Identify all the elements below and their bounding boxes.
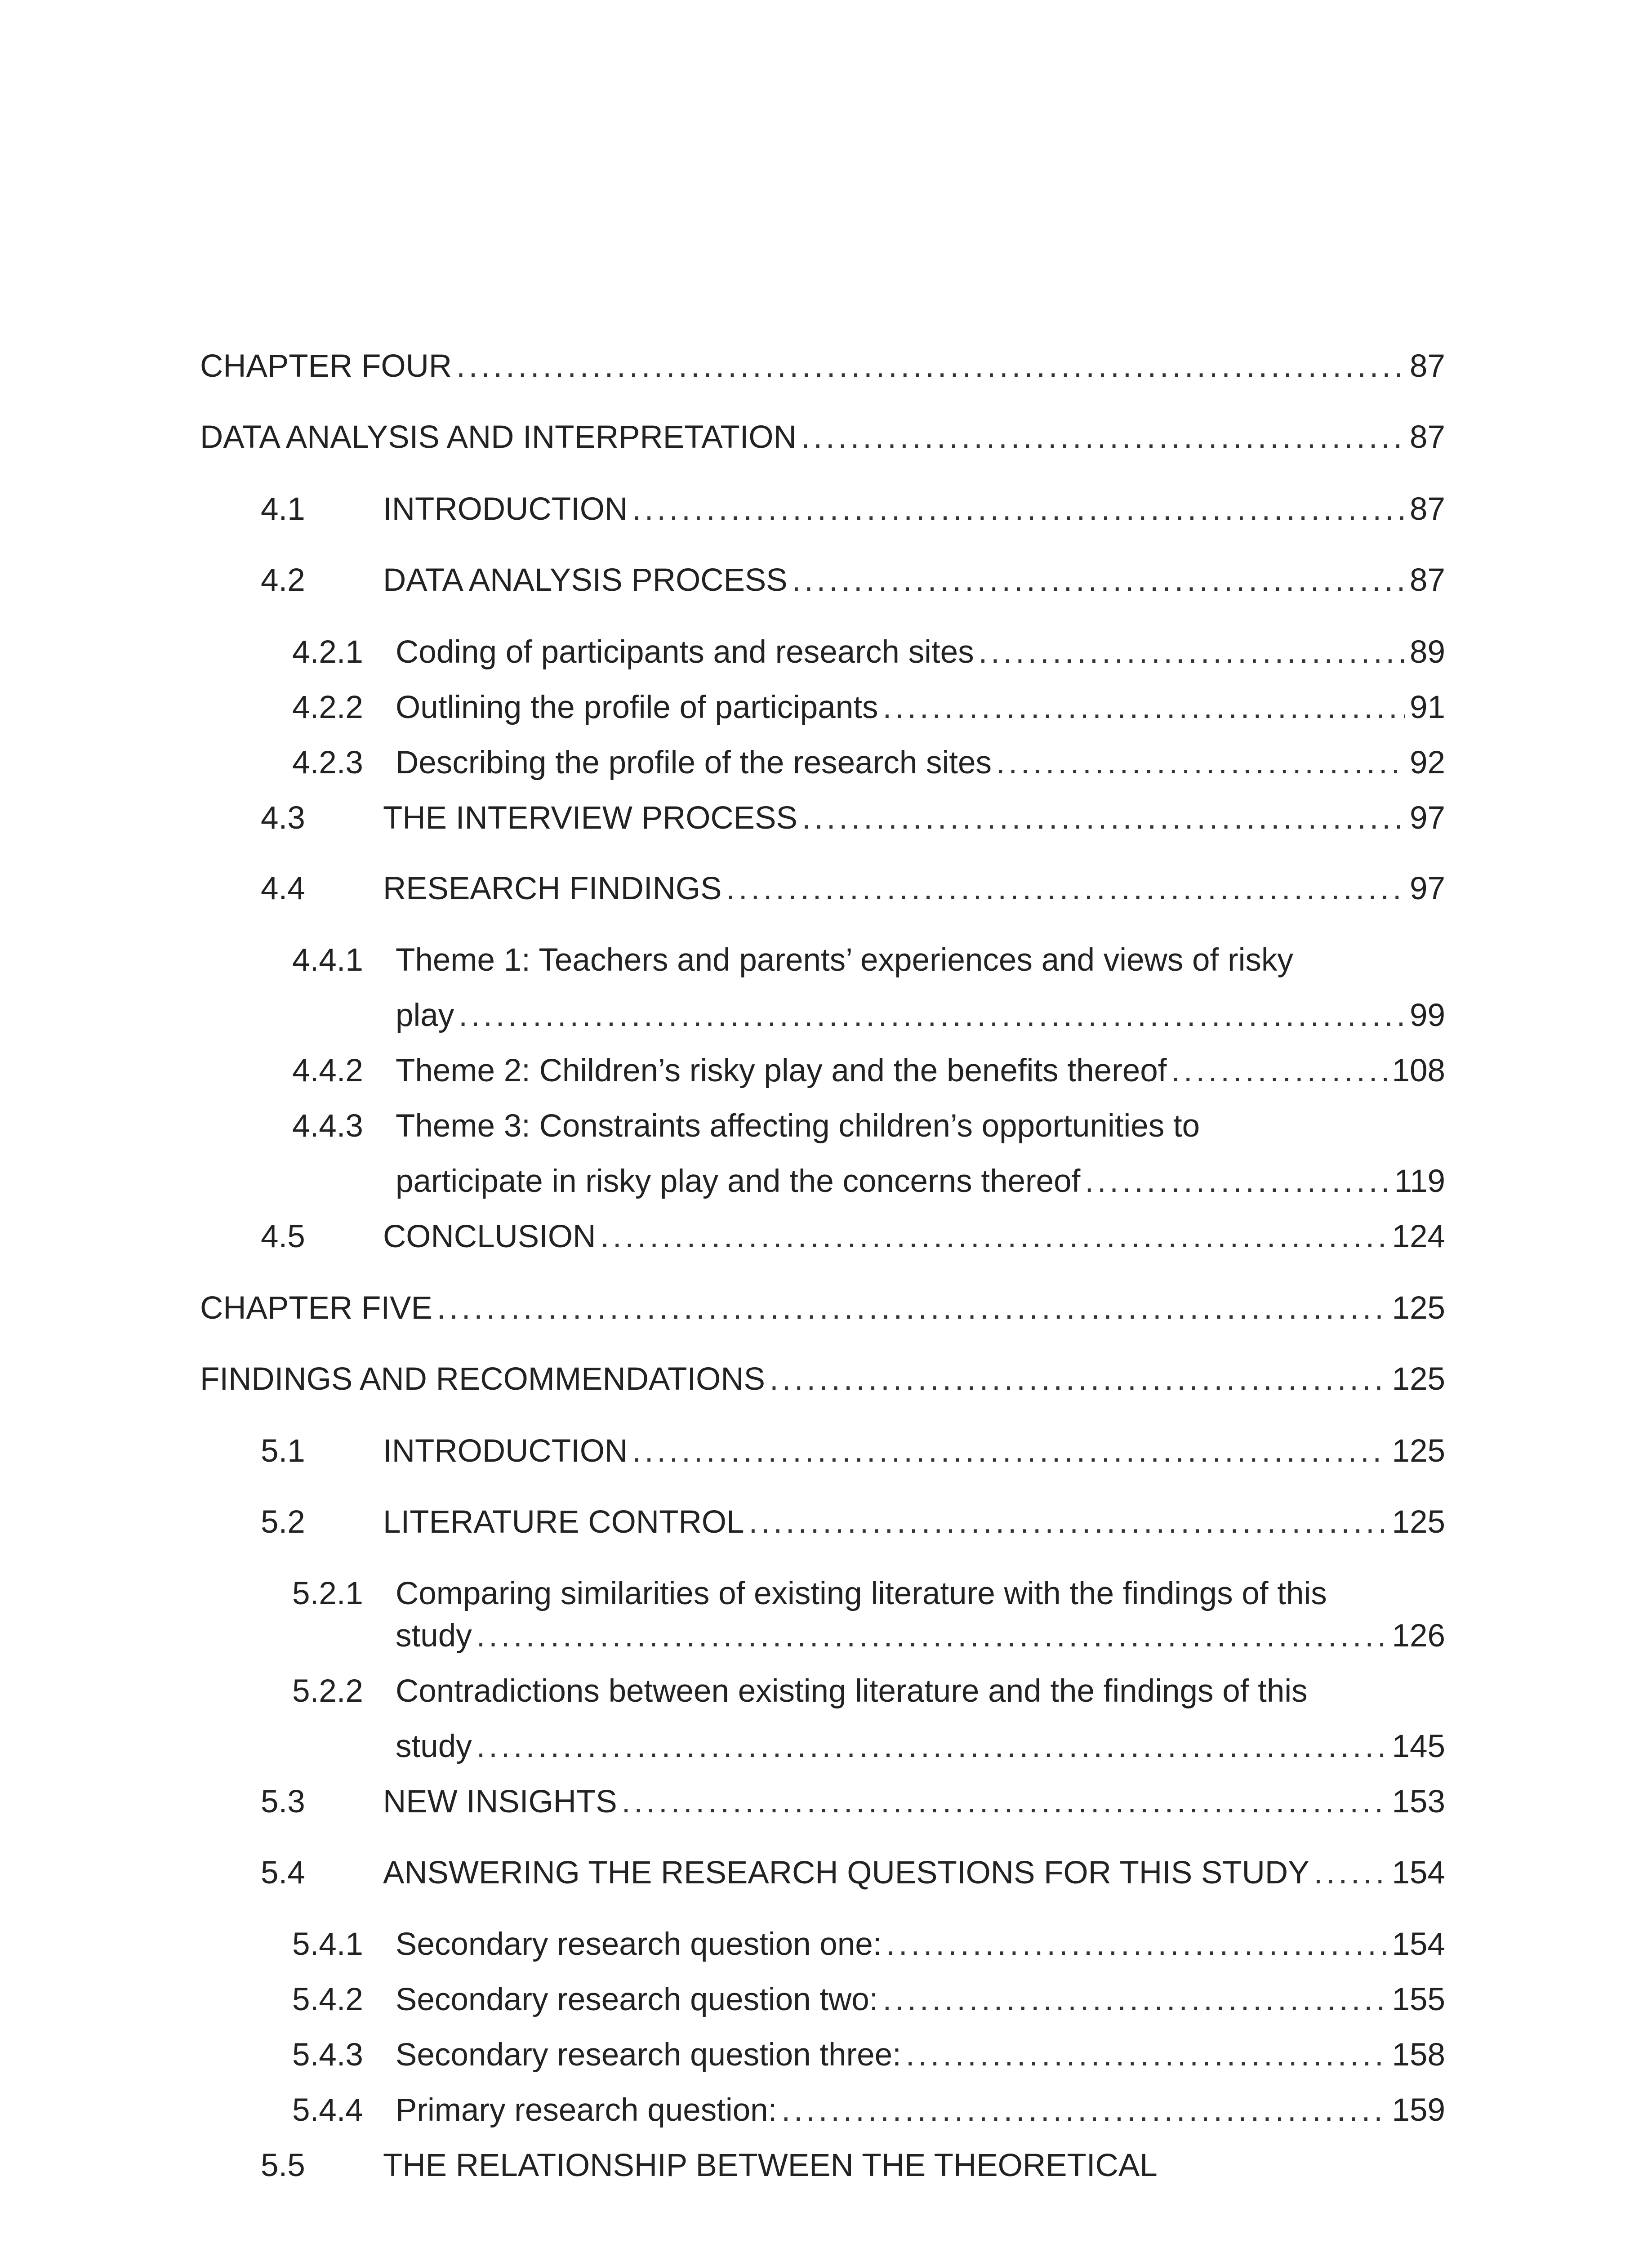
dot-leader <box>632 1427 1387 1476</box>
toc-entry-title: NEW INSIGHTS <box>383 1784 617 1820</box>
toc-entry-page-number: 87 <box>1410 562 1445 598</box>
toc-entry-title: CONCLUSION <box>383 1219 596 1254</box>
toc-entry-page-number: 158 <box>1392 2037 1445 2073</box>
dot-leader <box>600 1212 1387 1262</box>
toc-entry[interactable] <box>0 556 1652 605</box>
toc-entry-number: 5.1 <box>261 1433 305 1469</box>
toc-entry-title: Primary research question: <box>396 2092 777 2128</box>
toc-entry-page-number: 119 <box>1394 1164 1445 1199</box>
toc-entry-page-number: 126 <box>1392 1618 1445 1654</box>
toc-entry-number: 4.4 <box>261 871 305 906</box>
toc-entry[interactable] <box>0 1667 1652 1716</box>
dot-leader <box>748 1498 1387 1547</box>
toc-entry[interactable] <box>0 991 1652 1040</box>
toc-entry-title: Secondary research question two: <box>396 1982 878 2017</box>
toc-entry[interactable] <box>0 2141 1652 2190</box>
toc-entry-page-number: 145 <box>1392 1729 1445 1764</box>
toc-entry-title: INTRODUCTION <box>383 491 628 527</box>
toc-entry[interactable] <box>0 1777 1652 1827</box>
toc-entry[interactable] <box>0 1427 1652 1476</box>
toc-entry-number: 5.4.1 <box>292 1927 363 1962</box>
toc-entry-title: Secondary research question three: <box>396 2037 901 2073</box>
dot-leader <box>1085 1157 1389 1206</box>
toc-entry[interactable] <box>0 864 1652 914</box>
dot-leader <box>622 1777 1388 1827</box>
toc-entry[interactable] <box>0 413 1652 462</box>
toc-entry-page-number: 125 <box>1392 1504 1445 1540</box>
dot-leader <box>1314 1848 1388 1898</box>
dot-leader <box>632 485 1405 534</box>
toc-entry-title: Theme 2: Children’s risky play and the benefits thereof <box>396 1053 1167 1088</box>
toc-entry-page-number: 87 <box>1410 348 1445 384</box>
toc-entry-number: 4.3 <box>261 800 305 836</box>
toc-entry[interactable] <box>0 1848 1652 1898</box>
toc-entry-page-number: 124 <box>1392 1219 1445 1254</box>
dot-leader <box>979 628 1405 677</box>
dot-leader <box>906 2030 1388 2080</box>
toc-entry-title: Theme 3: Constraints affecting children’s opportunities to <box>396 1108 1200 1144</box>
toc-entry-page-number: 108 <box>1392 1053 1445 1088</box>
toc-entry-number: 4.5 <box>261 1219 305 1254</box>
toc-entry-title: THE RELATIONSHIP BETWEEN THE THEORETICAL <box>383 2148 1158 2183</box>
toc-entry-title: Contradictions between existing literature and the findings of this <box>396 1673 1308 1709</box>
toc-entry[interactable] <box>0 683 1652 732</box>
toc-entry-title: participate in risky play and the concerns thereof <box>396 1164 1081 1199</box>
toc-entry-number: 5.2.2 <box>292 1673 363 1709</box>
dot-leader <box>770 1355 1388 1404</box>
toc-entry-number: 5.4 <box>261 1855 305 1891</box>
toc-entry[interactable] <box>0 1284 1652 1333</box>
toc-entry[interactable] <box>0 936 1652 985</box>
toc-entry-page-number: 97 <box>1410 871 1445 906</box>
toc-entry-title: CHAPTER FIVE <box>200 1290 432 1326</box>
toc-entry[interactable] <box>0 794 1652 843</box>
dot-leader <box>886 1920 1387 1969</box>
toc-entry[interactable] <box>0 1498 1652 1547</box>
toc-entry-title: Outlining the profile of participants <box>396 690 878 725</box>
toc-entry[interactable] <box>0 2086 1652 2135</box>
toc-entry-title: DATA ANALYSIS AND INTERPRETATION <box>200 419 797 455</box>
toc-entry-number: 4.2.2 <box>292 690 363 725</box>
dot-leader <box>437 1284 1388 1333</box>
toc-entry[interactable] <box>0 1157 1652 1206</box>
toc-entry-page-number: 97 <box>1410 800 1445 836</box>
toc-entry[interactable] <box>0 1722 1652 1771</box>
toc-entry-page-number: 125 <box>1392 1433 1445 1469</box>
toc-entry-page-number: 87 <box>1410 491 1445 527</box>
toc-entry-page-number: 159 <box>1392 2092 1445 2128</box>
toc-entry[interactable] <box>0 1212 1652 1262</box>
toc-entry-page-number: 91 <box>1410 690 1445 725</box>
toc-entry-number: 5.2.1 <box>292 1576 363 1611</box>
toc-entry[interactable] <box>0 1046 1652 1096</box>
toc-entry-number: 5.2 <box>261 1504 305 1540</box>
toc-entry-number: 4.2.3 <box>292 745 363 781</box>
toc-entry[interactable] <box>0 1355 1652 1404</box>
toc-entry-number: 4.2.1 <box>292 634 363 670</box>
toc-entry-page-number: 89 <box>1410 634 1445 670</box>
toc-entry-number: 4.2 <box>261 562 305 598</box>
dot-leader <box>883 1975 1388 2025</box>
dot-leader <box>781 2086 1387 2135</box>
toc-entry[interactable] <box>0 738 1652 788</box>
toc-entry[interactable] <box>0 1102 1652 1151</box>
toc-entry-page-number: 87 <box>1410 419 1445 455</box>
dot-leader <box>456 342 1405 391</box>
toc-entry-page-number: 155 <box>1392 1982 1445 2017</box>
toc-entry-number: 4.4.2 <box>292 1053 363 1088</box>
toc-entry-number: 5.5 <box>261 2148 305 2183</box>
toc-entry-title: study <box>396 1618 472 1654</box>
toc-entry-title: CHAPTER FOUR <box>200 348 452 384</box>
toc-entry-title: ANSWERING THE RESEARCH QUESTIONS FOR THIS STUDY <box>383 1855 1309 1891</box>
toc-entry-number: 4.4.1 <box>292 942 363 978</box>
dot-leader <box>883 683 1406 732</box>
dot-leader <box>792 556 1405 605</box>
toc-entry[interactable] <box>0 2030 1652 2080</box>
toc-entry-number: 4.4.3 <box>292 1108 363 1144</box>
toc-entry-page-number: 154 <box>1392 1927 1445 1962</box>
dot-leader <box>726 864 1405 914</box>
toc-entry-title: INTRODUCTION <box>383 1433 628 1469</box>
toc-entry-title: Comparing similarities of existing literature with the findings of this <box>396 1576 1327 1611</box>
dot-leader <box>476 1722 1388 1771</box>
toc-entry-page-number: 92 <box>1410 745 1445 781</box>
dot-leader <box>996 738 1405 788</box>
toc-entry-title: play <box>396 998 454 1033</box>
dot-leader <box>476 1611 1388 1661</box>
toc-entry[interactable] <box>0 628 1652 677</box>
toc-entry-title: study <box>396 1729 472 1764</box>
toc-entry-number: 5.4.4 <box>292 2092 363 2128</box>
toc-entry-title: RESEARCH FINDINGS <box>383 871 722 906</box>
toc-entry-title: Coding of participants and research sites <box>396 634 974 670</box>
toc-entry[interactable] <box>0 342 1652 391</box>
toc-entry-title: DATA ANALYSIS PROCESS <box>383 562 788 598</box>
dot-leader <box>802 794 1405 843</box>
toc-entry[interactable] <box>0 1920 1652 1969</box>
toc-entry-number: 5.3 <box>261 1784 305 1820</box>
toc-entry-title: THE INTERVIEW PROCESS <box>383 800 797 836</box>
toc-entry-title: LITERATURE CONTROL <box>383 1504 744 1540</box>
toc-entry-page-number: 99 <box>1410 998 1445 1033</box>
toc-entry-title: Secondary research question one: <box>396 1927 882 1962</box>
dot-leader <box>1171 1046 1387 1096</box>
toc-entry[interactable] <box>0 1975 1652 2025</box>
toc-entry-page-number: 153 <box>1392 1784 1445 1820</box>
toc-entry-page-number: 125 <box>1392 1361 1445 1397</box>
toc-entry-number: 5.4.2 <box>292 1982 363 2017</box>
dot-leader <box>801 413 1405 462</box>
toc-entry[interactable] <box>0 1611 1652 1661</box>
toc-entry[interactable] <box>0 485 1652 534</box>
toc-entry-number: 4.1 <box>261 491 305 527</box>
toc-entry-title: Theme 1: Teachers and parents’ experiences and views of risky <box>396 942 1293 978</box>
dot-leader <box>459 991 1405 1040</box>
toc-entry-title: FINDINGS AND RECOMMENDATIONS <box>200 1361 766 1397</box>
toc-entry-page-number: 154 <box>1392 1855 1445 1891</box>
toc-entry-number: 5.4.3 <box>292 2037 363 2073</box>
toc-entry-page-number: 125 <box>1392 1290 1445 1326</box>
toc-entry-title: Describing the profile of the research sites <box>396 745 992 781</box>
